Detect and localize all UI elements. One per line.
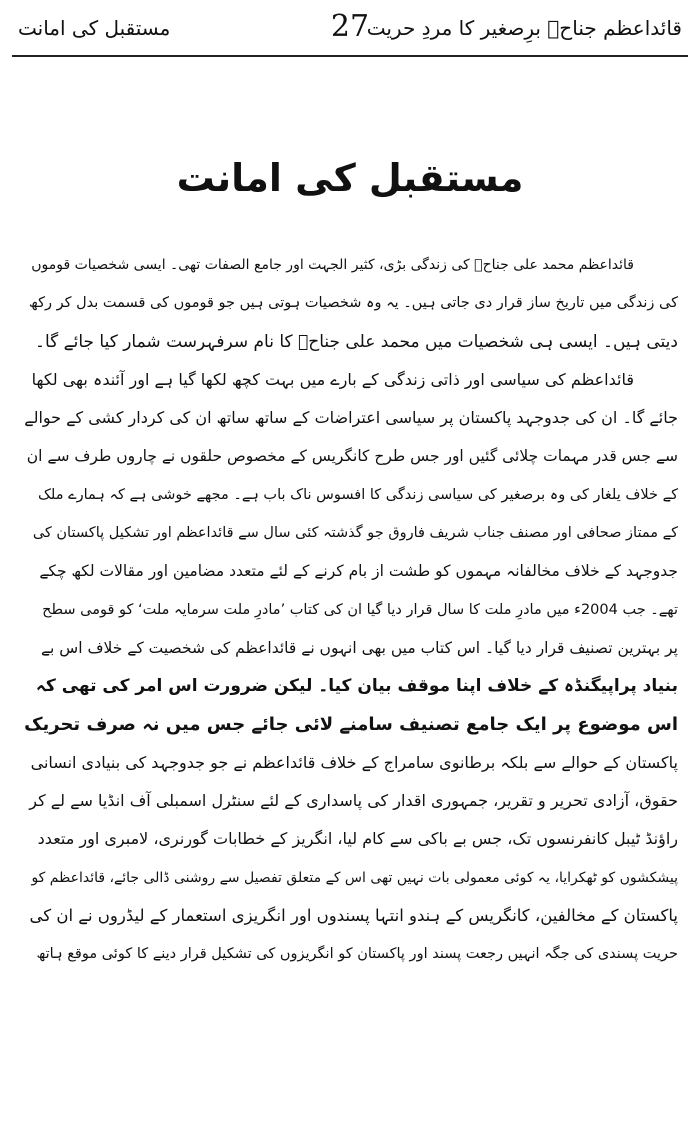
body-line: کی زندگی میں تاریخ ساز قرار دی جاتی ہیں۔ یہ وہ شخصیات ہوتی ہیں جو قوموں کی قسمت بدل کر رکھ xyxy=(28,295,678,312)
body-line: پر بہترین تصنیف قرار دیا گیا۔ اس کتاب میں بھی انہوں نے قائداعظم کی شخصیت کے خلاف اس بے xyxy=(40,638,678,657)
body-line: حقوق، آزادی تحریر و تقریر، جمہوری اقدار کی پاسداری کے لئے سنٹرل اسمبلی آف انڈیا سے لے کر xyxy=(29,791,678,811)
body-line: دیتی ہیں۔ ایسی ہی شخصیات میں محمد علی جناحؒ کا نام سرفہرست شمار کیا جائے گا۔ xyxy=(34,331,678,352)
body-line: پیشکشوں کو ٹھکرایا، یہ کوئی معمولی بات نہیں تھی اس کے متعلق تفصیل سے روشنی ڈالی جائے، قائداعظم کو xyxy=(31,869,678,886)
body-line: کے خلاف یلغار کی وہ برصغیر کی سیاسی زندگی کا افسوس ناک باب ہے۔ مجھے خوشی ہے کہ ہمارے ملک xyxy=(37,486,678,503)
body-line: تھے۔ جب 2004ء میں مادرِ ملت کا سال قرار دیا گیا ان کی کتاب ’مادرِ ملت سرمایہ ملت‘ کو قومی سطح xyxy=(42,601,678,618)
body-line: راؤنڈ ٹیبل کانفرنسوں تک، جس بے باکی سے کام لیا، انگریز کے خطابات گورنری، لامبری اور متعدد xyxy=(37,829,678,849)
body-line: جدوجہد کے خلاف مخالفانہ مہموں کو طشت از بام کرنے کے لئے متعدد مضامین اور مقالات لکھ چکے xyxy=(39,562,678,581)
running-header xyxy=(12,0,688,62)
page-number: 27 xyxy=(330,9,370,44)
body-line: حریت پسندی کی جگہ انہیں رجعت پسند اور پاکستان کو انگریزوں کی تشکیل قرار دینے کا کوئی موقع ہاتھ xyxy=(36,946,678,963)
body-line: سے جس قدر مہمات چلائی گئیں اور جس طرح کانگریس کے مخصوص حلقوں نے چاروں طرف سے ان xyxy=(26,447,678,466)
header-book-title: قائداعظم جناحؒ برِصغیر کا مردِ حریت xyxy=(366,16,682,40)
body-line: کے ممتاز صحافی اور مصنف جناب شریف فاروق جو گذشتہ کئی سال سے قائداعظم اور تشکیل پاکستان کی xyxy=(32,525,678,542)
header-divider xyxy=(12,55,688,57)
chapter-title: مستقبل کی امانت xyxy=(176,156,524,200)
header-chapter-name: مستقبل کی امانت xyxy=(18,16,171,40)
body-line: پاکستان کے مخالفین، کانگریس کے ہندو انتہا پسندوں اور انگریزی استعمار کے لیڈروں نے ان کی xyxy=(29,906,678,926)
body-line: اس موضوع پر ایک جامع تصنیف سامنے لائی جائے جس میں نہ صرف تحریک xyxy=(24,713,678,735)
body-line: قائداعظم کی سیاسی اور ذاتی زندگی کے بارے میں بہت کچھ لکھا گیا ہے اور آئندہ بھی لکھا xyxy=(31,369,634,389)
body-line: قائداعظم محمد علی جناحؒ کی زندگی بڑی، کثیر الجہت اور جامع الصفات تھی۔ ایسی شخصیات قوموں xyxy=(31,257,634,273)
body-line: پاکستان کے حوالے سے بلکہ برطانوی سامراج کے خلاف قائداعظم نے جو جدوجہد کی بنیادی انسانی xyxy=(30,752,678,772)
body-line: بنیاد پراپیگنڈہ کے خلاف اپنا موقف بیان کیا۔ لیکن ضرورت اس امر کی تھی کہ xyxy=(35,676,678,697)
body-text xyxy=(22,246,678,974)
body-line: جائے گا۔ ان کی جدوجہد پاکستان پر سیاسی اعتراضات کے ساتھ ساتھ ان کی کردار کشی کے حوالے xyxy=(24,408,678,428)
